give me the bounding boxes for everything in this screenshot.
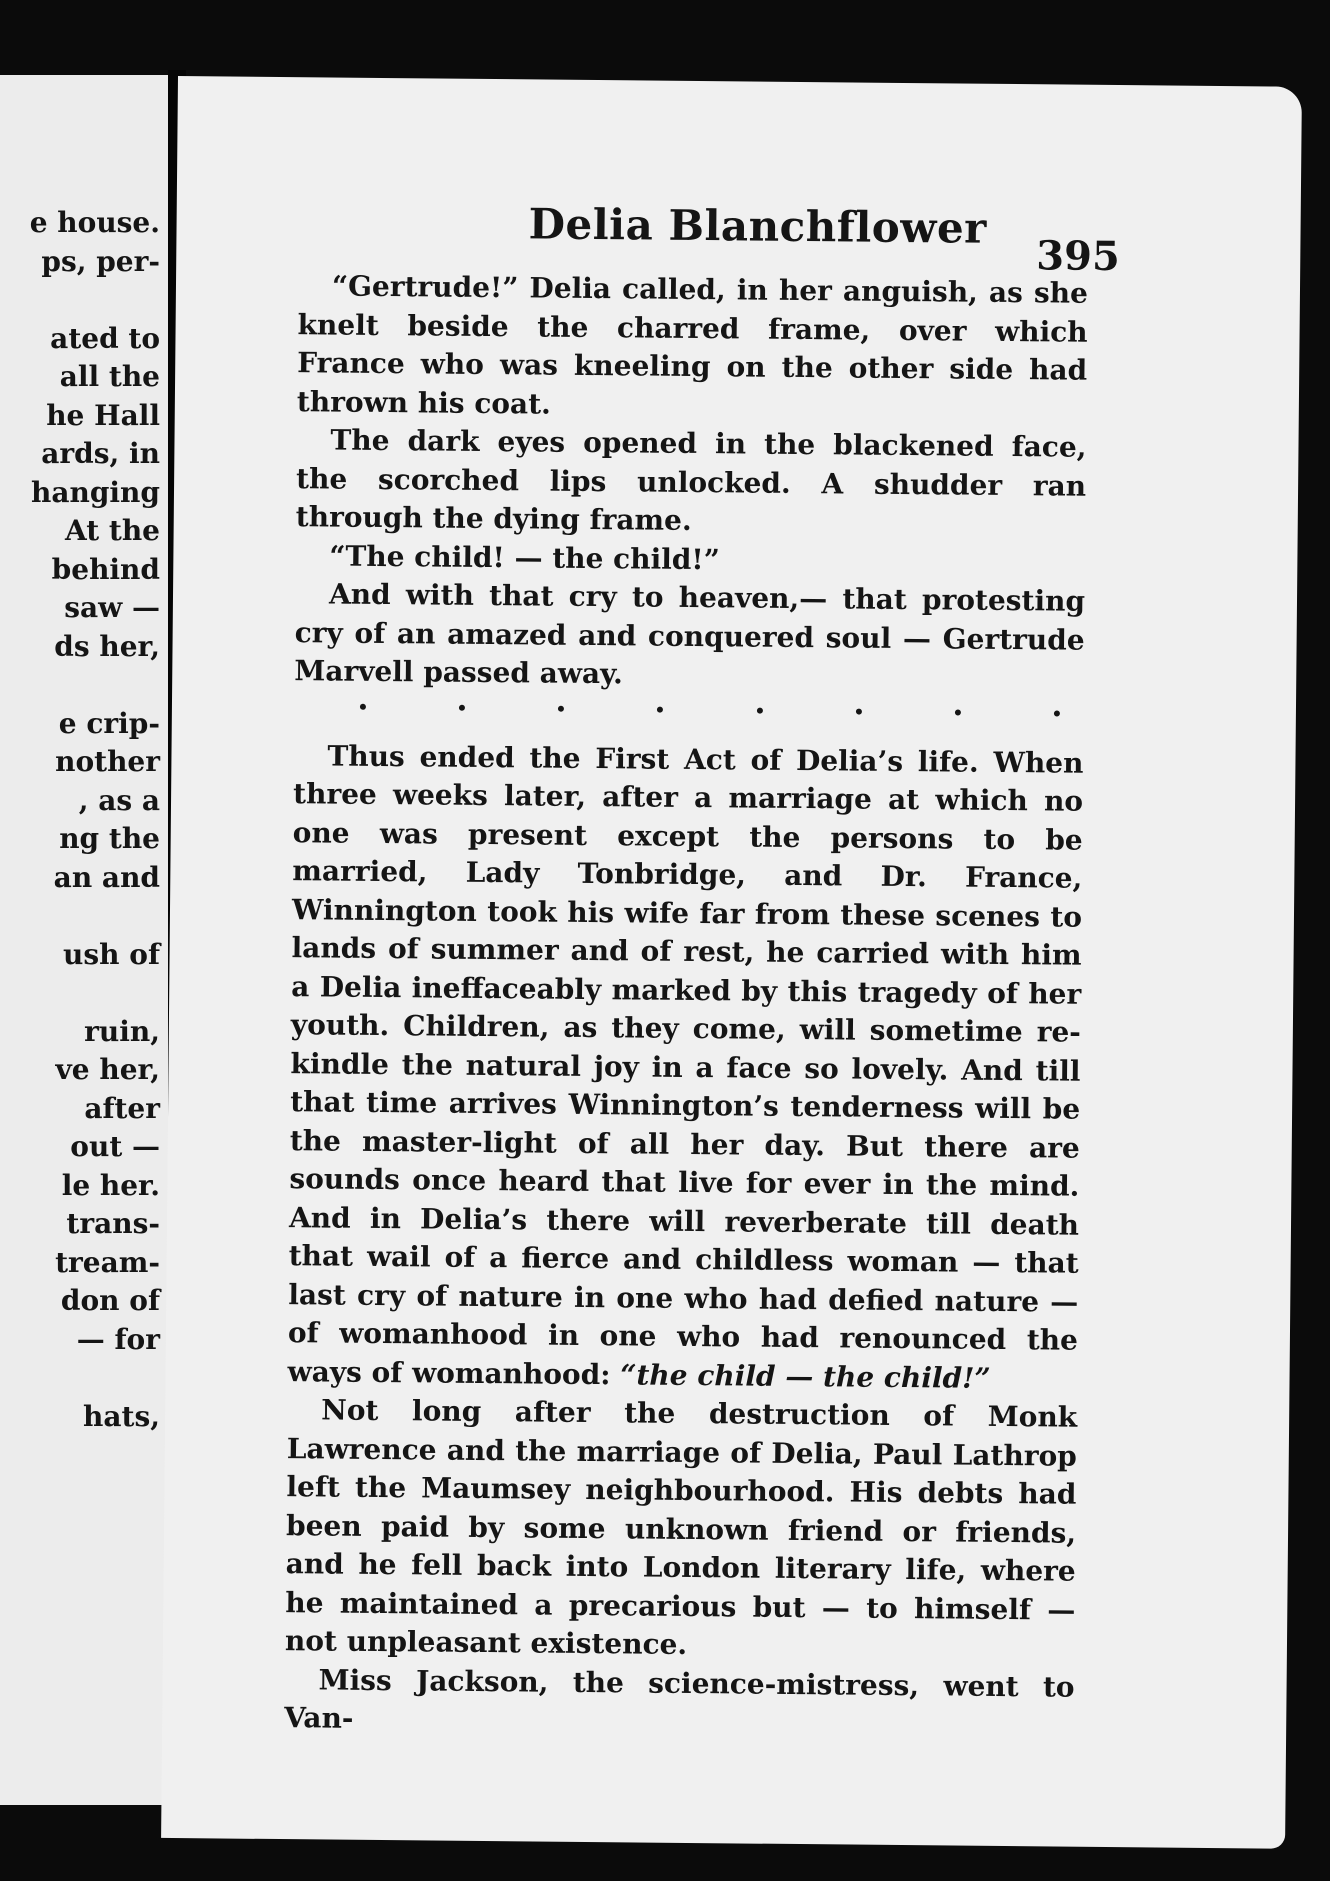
left-page-line: after	[84, 1091, 160, 1125]
section-break	[294, 691, 1084, 739]
left-page-line: out —	[70, 1130, 160, 1163]
left-page-line: hats,	[83, 1399, 160, 1433]
italic-quote: “the child — the child!”	[620, 1357, 991, 1395]
ornament-dot	[657, 706, 663, 712]
previous-page-fragment	[0, 75, 168, 1805]
ornament-dot	[558, 705, 564, 711]
ornament-dot	[756, 707, 762, 713]
ornament-dot	[1054, 710, 1060, 716]
paragraph: “Gertrude!” Delia called, in her anguish, as she knelt beside the charred frame, over which France who was kneeling on the other side had thrown his coat.	[296, 269, 1089, 421]
paragraph: Miss Jackson, the science-mistress, went to Van-	[284, 1662, 1075, 1735]
left-page-line: , as a	[78, 783, 160, 817]
paragraph-text: Thus ended the First Act of Delia’s life. When three weeks later, after a marriage at which no one was present except the persons to be married, Lady Tonbridge, and Dr. France, Winnington took his wife far from these scenes to lands of summer and of rest, he carried with him a Delia ineffaceably marked by this tragedy of her youth. Children, as they come, will sometime re-kindle the natural joy in a face so lovely. And till that time arrives Winnington’s tenderness will be the master-light of all her day. But there are sounds once heard that live for ever in the mind. And in Delia’s there will reverberate till death that wail of a fierce and childless woman — that last cry of nature in one who had defied nature — of womanhood in one who had renounced the ways of womanhood:	[287, 738, 1084, 1391]
left-page-line: hanging	[30, 475, 160, 509]
book-page	[161, 76, 1302, 1849]
left-page-line: ruin,	[84, 1014, 160, 1048]
left-page-line: he Hall	[46, 398, 160, 432]
paragraph: And with that cry to heaven,— that protesting cry of an amazed and conquered soul — Gertrude Marvell passed away.	[294, 577, 1086, 691]
left-page-line: — for	[76, 1322, 160, 1356]
left-page-line: saw —	[64, 591, 160, 624]
left-page-line: don of	[60, 1284, 160, 1317]
ornament-dot	[955, 709, 961, 715]
left-page-line: all the	[59, 360, 160, 393]
left-page-line: trans-	[66, 1207, 160, 1240]
left-page-line: ated to	[50, 321, 160, 355]
running-head: Delia Blanchflower	[528, 199, 988, 253]
paragraph: The dark eyes opened in the blackened face, the scorched lips unlocked. A shudder ran through the dying frame.	[295, 423, 1087, 537]
left-page-line: ps, per-	[41, 244, 160, 278]
paragraph: Not long after the destruction of Monk Lawrence and the marriage of Delia, Paul Lathrop left the Maumsey neighbourhood. His debts had been paid by some unknown friend or friends, and he fell back into London literary life, where he maintained a precarious but — to himself — not unpleasant existence.	[284, 1393, 1078, 1661]
page-number: 395	[1036, 232, 1121, 281]
left-page-line: behind	[51, 552, 160, 586]
left-page-line: e crip-	[58, 706, 160, 740]
left-page-line: ush of	[63, 937, 160, 971]
left-page-line: ards, in	[41, 437, 160, 470]
left-page-line: ds her,	[54, 629, 160, 663]
paragraph: “The child! — the child!”	[329, 538, 720, 576]
paragraph	[287, 737, 1083, 1399]
left-page-line: nother	[55, 745, 160, 778]
left-page-line: e house.	[29, 206, 160, 239]
left-page-line: le her.	[61, 1168, 160, 1202]
left-page-line: At the	[64, 514, 160, 547]
left-page-line: ng the	[59, 822, 160, 855]
left-page-line: ve her,	[55, 1053, 160, 1086]
page-body	[284, 267, 1088, 1745]
ornament-dot	[856, 708, 862, 714]
ornament-dot	[360, 703, 366, 709]
left-page-line: tream-	[55, 1245, 160, 1279]
left-page-line: an and	[53, 860, 160, 894]
ornament-dot	[459, 704, 465, 710]
